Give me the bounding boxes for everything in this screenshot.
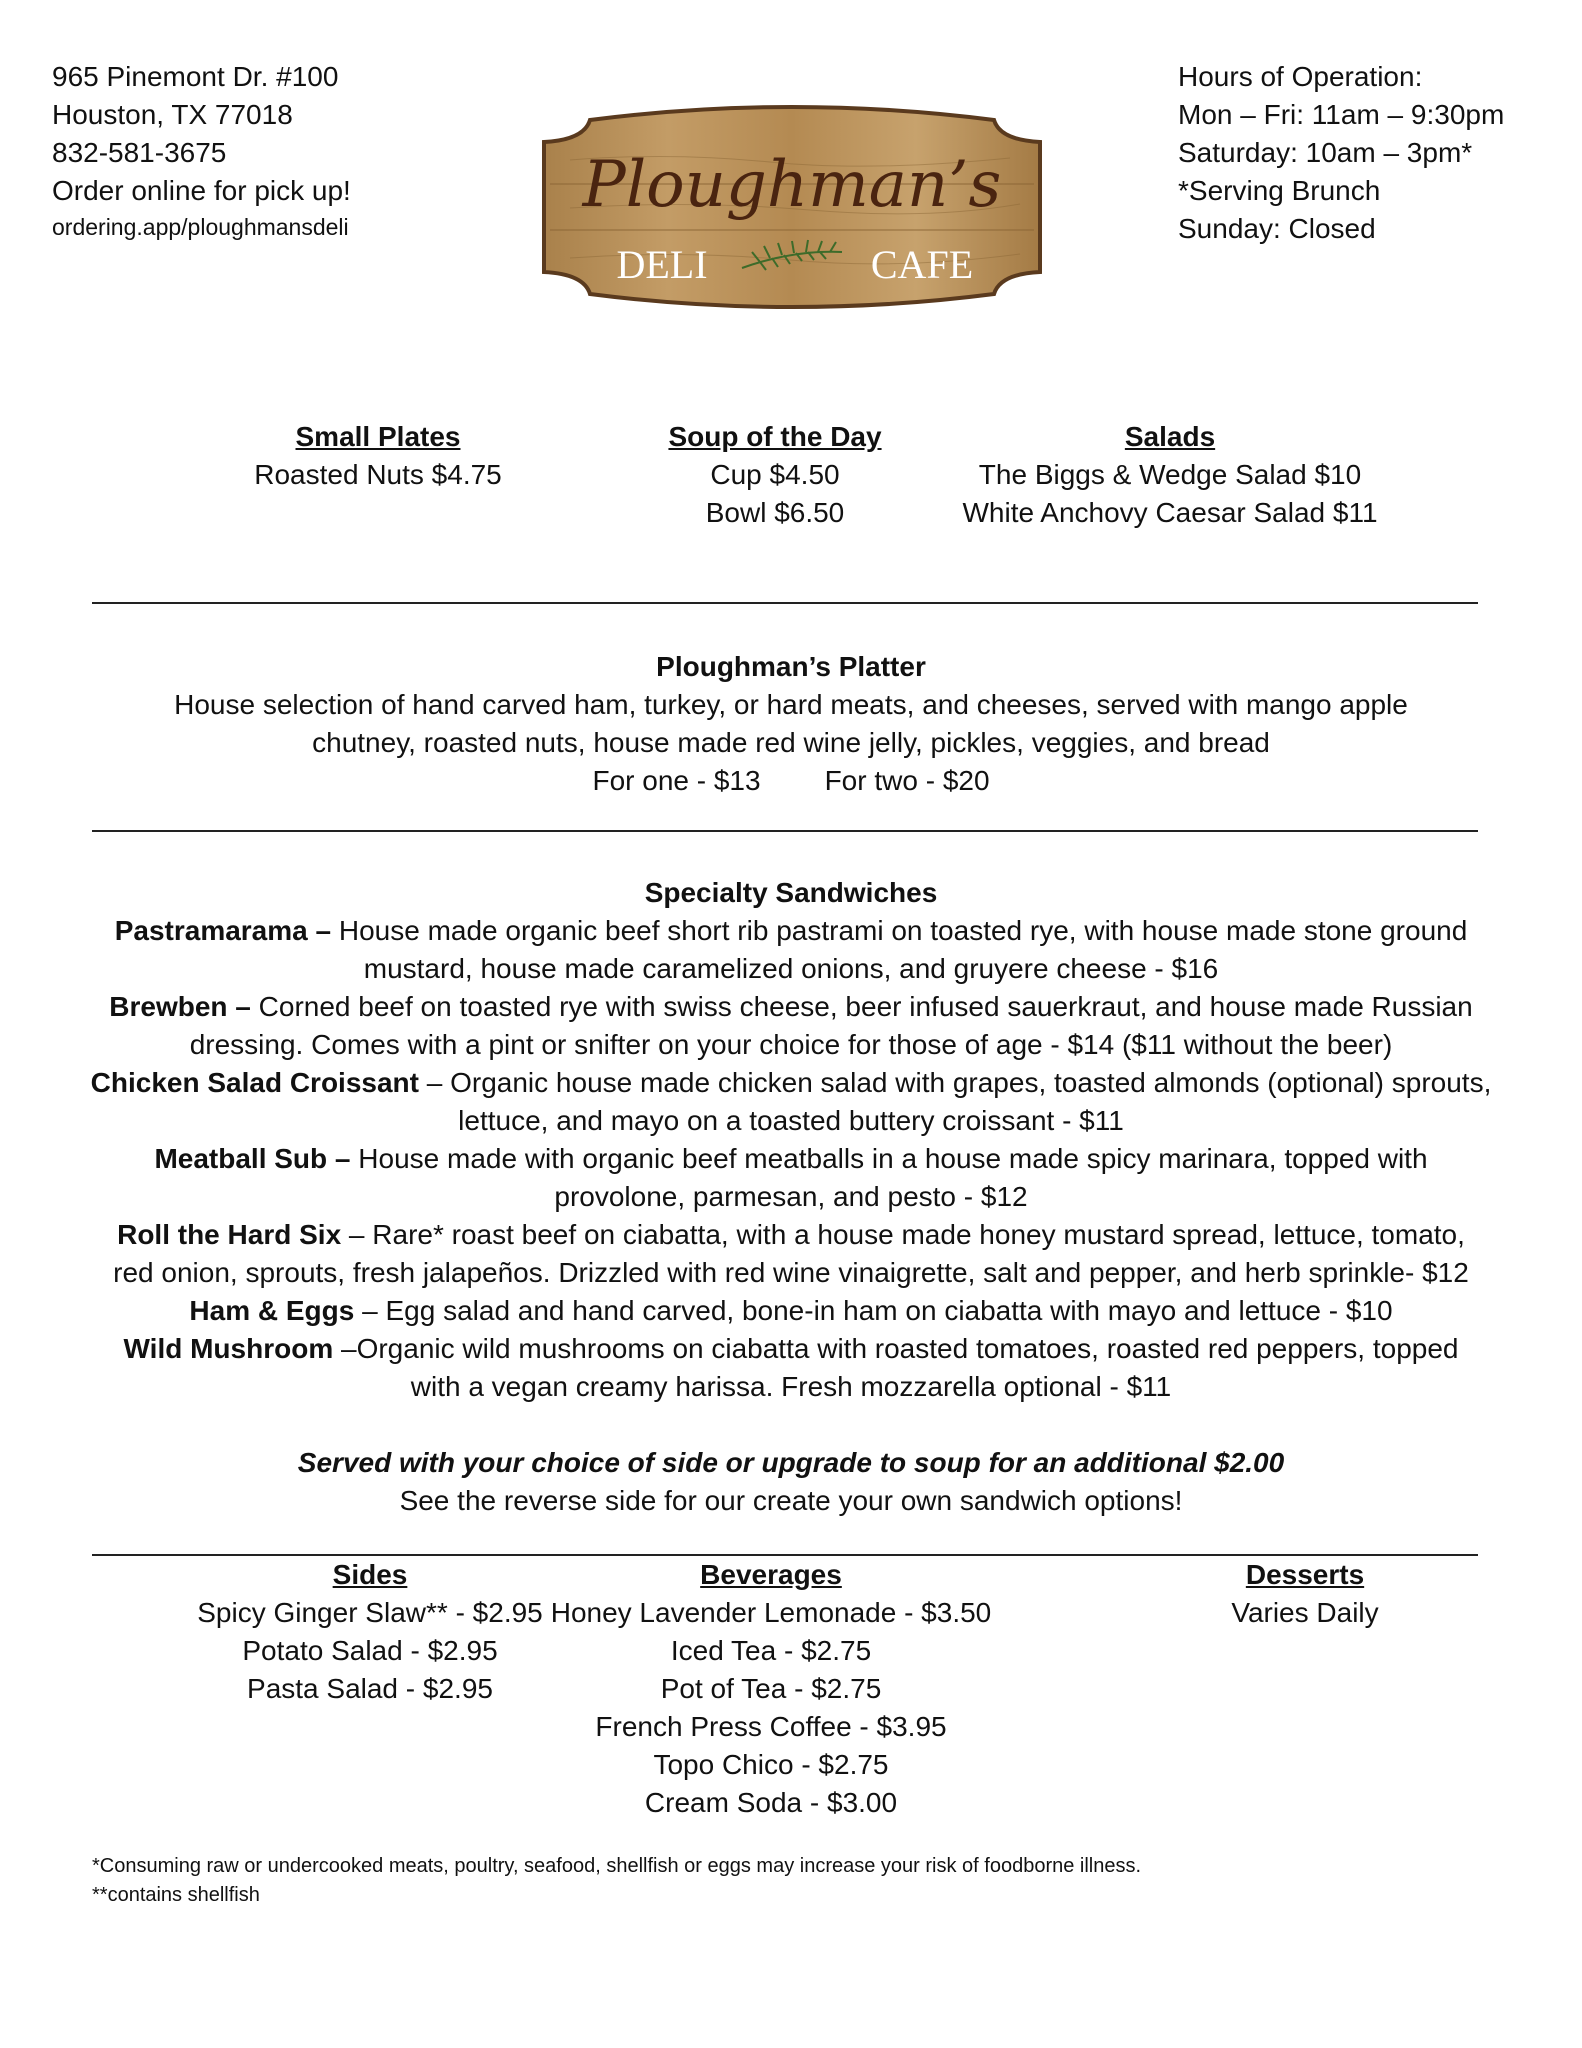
hours-saturday: Saturday: 10am – 3pm* — [1178, 137, 1473, 168]
footnote-shellfish: **contains shellfish — [92, 1884, 260, 1906]
sandwich-desc: – Egg salad and hand carved, bone-in ham on ciabatta with mayo and lettuce - $10 — [354, 1295, 1393, 1326]
sandwich-brewben — [80, 988, 1502, 1064]
beverage-item: Cream Soda - $3.00 — [644, 1787, 898, 1818]
sandwich-desc: House made with organic beef meatballs in a house made spicy marinara, topped with — [350, 1143, 1428, 1174]
salads-section — [945, 418, 1395, 532]
soup-item-bowl: Bowl $6.50 — [705, 497, 845, 528]
logo-script-text: Ploughman’s — [582, 148, 1002, 222]
address-line-2: Houston, TX 77018 — [52, 99, 293, 130]
sandwich-desc: – Rare* roast beef on ciabatta, with a house made honey mustard spread, lettuce, tomato, — [341, 1219, 1465, 1250]
divider-2 — [92, 830, 1478, 832]
sandwiches-title: Specialty Sandwiches — [644, 877, 938, 908]
beverage-item: French Press Coffee - $3.95 — [595, 1711, 947, 1742]
wood-sign-icon — [530, 100, 1054, 314]
beverages-heading: Beverages — [700, 1559, 842, 1590]
sandwich-desc: House made organic beef short rib pastrami on toasted rye, with house made stone ground — [331, 915, 1468, 946]
footnote-raw-food: *Consuming raw or undercooked meats, poultry, seafood, shellfish or eggs may increase your risk of foodborne illness. — [92, 1855, 1142, 1877]
sandwich-name: Chicken Salad Croissant — [90, 1067, 419, 1098]
soup-item-cup: Cup $4.50 — [710, 459, 840, 490]
sandwich-roll-hard-six — [80, 1216, 1502, 1292]
hours-sunday: Sunday: Closed — [1178, 213, 1376, 244]
sandwiches-section — [80, 874, 1502, 1520]
soup-heading: Soup of the Day — [668, 421, 882, 452]
sandwich-pastramarama — [80, 912, 1502, 988]
platter-prices — [80, 762, 1502, 800]
divider-1 — [92, 602, 1478, 604]
sandwich-ham-eggs — [80, 1292, 1502, 1330]
order-online-text: Order online for pick up! — [52, 175, 351, 206]
reverse-side-note: See the reverse side for our create your own sandwich options! — [399, 1485, 1183, 1516]
sandwich-desc: – Organic house made chicken salad with grapes, toasted almonds (optional) sprouts, — [418, 1067, 1492, 1098]
footnotes — [92, 1852, 1141, 1910]
platter-section — [80, 648, 1502, 800]
beverage-item: Iced Tea - $2.75 — [670, 1635, 872, 1666]
beverages-section — [546, 1556, 996, 1822]
ordering-url[interactable]: ordering.app/ploughmansdeli — [52, 214, 349, 240]
hours-title: Hours of Operation: — [1178, 61, 1423, 92]
sandwich-name: Ham & Eggs — [189, 1295, 355, 1326]
platter-desc-1: House selection of hand carved ham, turkey, or hard meats, and cheeses, served with mango apple — [174, 689, 1408, 720]
desserts-section — [1180, 1556, 1430, 1632]
ploughmans-logo — [530, 100, 1054, 314]
sandwich-name: Pastramarama – — [114, 915, 332, 946]
sandwich-desc-cont: mustard, house made caramelized onions, and gruyere cheese - $16 — [363, 953, 1219, 984]
side-item: Pasta Salad - $2.95 — [247, 1673, 493, 1704]
beverage-item: Topo Chico - $2.75 — [653, 1749, 889, 1780]
side-item: Spicy Ginger Slaw** - $2.95 — [197, 1597, 543, 1628]
salad-item-caesar: White Anchovy Caesar Salad $11 — [962, 497, 1378, 528]
sandwich-meatball-sub — [80, 1140, 1502, 1216]
sandwich-name: Meatball Sub – — [154, 1143, 351, 1174]
beverage-item: Pot of Tea - $2.75 — [660, 1673, 882, 1704]
dessert-item: Varies Daily — [1231, 1597, 1379, 1628]
hours-brunch: *Serving Brunch — [1178, 175, 1381, 206]
salad-item-biggs: The Biggs & Wedge Salad $10 — [978, 459, 1362, 490]
hours-block — [1178, 58, 1504, 248]
sandwich-name: Brewben – — [109, 991, 251, 1022]
small-plates-item: Roasted Nuts $4.75 — [254, 459, 502, 490]
hours-weekday: Mon – Fri: 11am – 9:30pm — [1178, 99, 1505, 130]
soup-section — [610, 418, 940, 532]
platter-price-two: For two - $20 — [824, 765, 990, 796]
platter-desc-2: chutney, roasted nuts, house made red wine jelly, pickles, veggies, and bread — [312, 727, 1270, 758]
sides-heading: Sides — [332, 1559, 408, 1590]
sandwich-desc: –Organic wild mushrooms on ciabatta with roasted tomatoes, roasted red peppers, topped — [333, 1333, 1459, 1364]
sandwich-desc-cont: dressing. Comes with a pint or snifter on your choice for those of age - $14 ($11 without the beer) — [189, 1029, 1393, 1060]
sides-section — [170, 1556, 570, 1708]
beverage-item: Honey Lavender Lemonade - $3.50 — [550, 1597, 992, 1628]
platter-price-one: For one - $13 — [592, 765, 761, 796]
small-plates-heading: Small Plates — [295, 421, 461, 452]
side-item: Potato Salad - $2.95 — [242, 1635, 498, 1666]
phone-number[interactable]: 832-581-3675 — [52, 137, 227, 168]
logo-deli-text: DELI — [616, 242, 708, 287]
sandwich-desc: Corned beef on toasted rye with swiss cheese, beer infused sauerkraut, and house made Russian — [250, 991, 1473, 1022]
sandwich-desc-cont: red onion, sprouts, fresh jalapeños. Drizzled with red wine vinaigrette, salt and pepper, and herb sprinkle- $12 — [113, 1257, 1469, 1288]
served-with-note: Served with your choice of side or upgrade to soup for an additional $2.00 — [297, 1447, 1285, 1478]
small-plates-section — [213, 418, 543, 494]
desserts-heading: Desserts — [1245, 1559, 1365, 1590]
sandwich-name: Roll the Hard Six — [117, 1219, 342, 1250]
sandwich-desc-cont: provolone, parmesan, and pesto - $12 — [554, 1181, 1028, 1212]
contact-block — [52, 58, 351, 244]
sandwich-name: Wild Mushroom — [123, 1333, 334, 1364]
sandwich-wild-mushroom — [80, 1330, 1502, 1406]
address-line-1: 965 Pinemont Dr. #100 — [52, 61, 339, 92]
sandwich-desc-cont: with a vegan creamy harissa. Fresh mozzarella optional - $11 — [410, 1371, 1172, 1402]
platter-title: Ploughman’s Platter — [656, 651, 926, 682]
sandwich-desc-cont: lettuce, and mayo on a toasted buttery croissant - $11 — [458, 1105, 1124, 1136]
sandwich-chicken-salad — [80, 1064, 1502, 1140]
logo-cafe-text: CAFE — [870, 242, 974, 287]
salads-heading: Salads — [1124, 421, 1216, 452]
